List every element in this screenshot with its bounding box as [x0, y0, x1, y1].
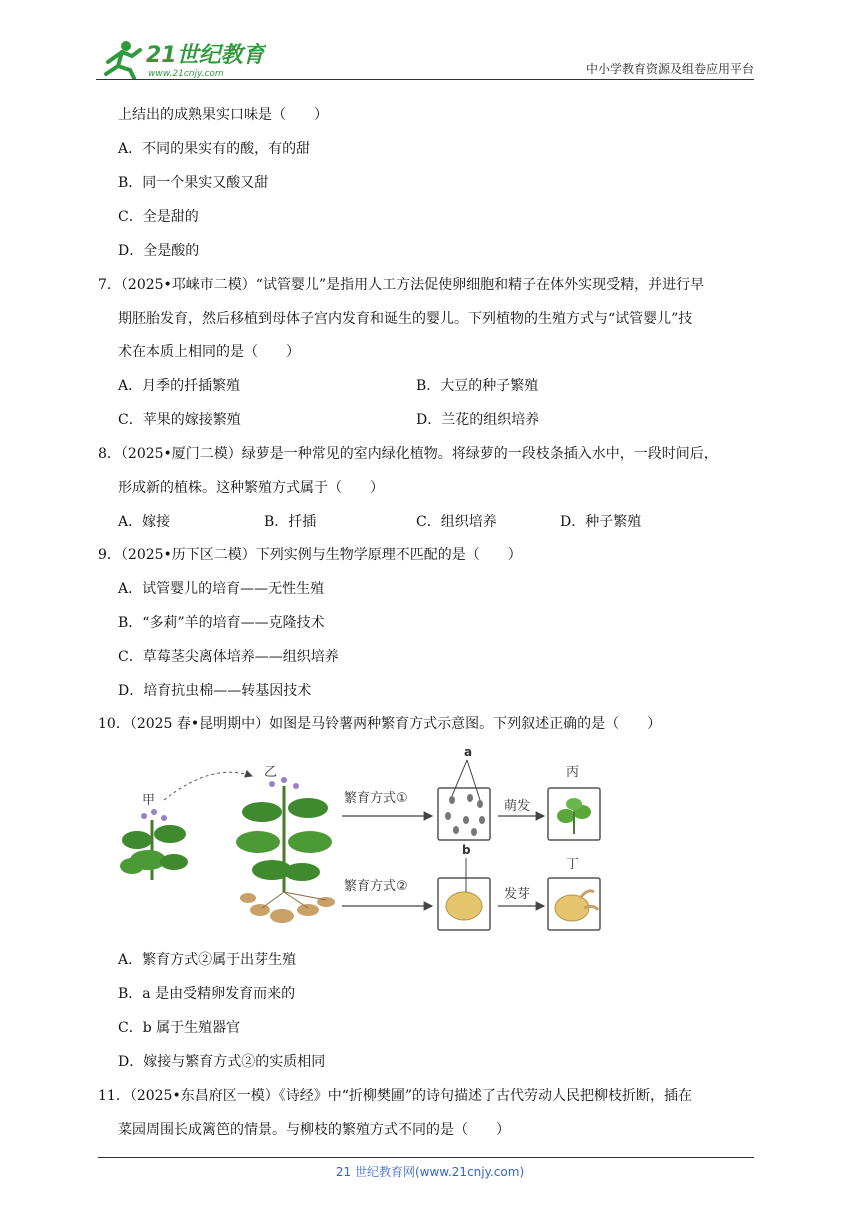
label-ding: 丁 — [566, 857, 580, 872]
label-jia: 甲 — [142, 793, 156, 808]
q9-option-c: C．草莓茎尖离体培养——组织培养 — [118, 649, 339, 665]
q11-stem-line1: 11．（2025•东昌府区一模）《诗经》中“折柳樊圃”的诗句描述了古代劳动人民把柳枝折断，插在 — [98, 1088, 693, 1104]
method2-label: 繁育方式② — [344, 879, 408, 894]
header-divider — [96, 79, 754, 80]
q6-stem-end: 上结出的成熟果实口味是（ ） — [118, 107, 328, 123]
q9-option-b: B．“多莉”羊的培育——克隆技术 — [118, 615, 325, 631]
step1-label: 萌发 — [504, 799, 531, 814]
site-logo — [96, 36, 266, 80]
q8-stem-line1: 8．（2025•厦门二模）绿萝是一种常见的室内绿化植物。将绿萝的一段枝条插入水中，一段时间后， — [98, 446, 718, 462]
q6-option-c: C．全是甜的 — [118, 209, 199, 225]
q8-option-d: D．种子繁殖 — [560, 514, 642, 530]
q8-option-c: C．组织培养 — [416, 514, 497, 530]
q8-stem-line2: 形成新的植株。这种繁殖方式属于（ ） — [118, 480, 384, 496]
q7-option-b: B．大豆的种子繁殖 — [416, 378, 539, 394]
q8-option-b: B．扦插 — [264, 514, 317, 530]
label-a: a — [464, 745, 473, 759]
q10-option-b: B．a 是由受精卵发育而来的 — [118, 986, 296, 1002]
q7-stem-line3: 术在本质上相同的是（ ） — [118, 344, 300, 360]
q10-option-d: D．嫁接与繁育方式②的实质相同 — [118, 1054, 326, 1070]
q9-option-d: D．培育抗虫棉——转基因技术 — [118, 683, 312, 699]
runner-logo-icon — [106, 41, 140, 78]
q7-option-a: A．月季的扦插繁殖 — [118, 378, 241, 394]
q8-option-a: A．嫁接 — [118, 514, 171, 530]
q7-stem-line1: 7．（2025•邛崃市二模）“试管婴儿”是指用人工方法促使卵细胞和精子在体外实现受精，并进行早 — [98, 277, 705, 293]
potato-propagation-figure — [112, 742, 612, 938]
method1-label: 繁育方式① — [344, 791, 408, 806]
footer-site-link[interactable]: 21 世纪教育网(www.21cnjy.com) — [335, 1165, 525, 1179]
potato-plant-jia — [120, 809, 188, 880]
label-yi: 乙 — [264, 765, 278, 780]
q6-option-a: A．不同的果实有的酸，有的甜 — [118, 141, 311, 157]
q6-option-d: D．全是酸的 — [118, 243, 200, 259]
q9-option-a: A．试管婴儿的培育——无性生殖 — [118, 581, 325, 597]
q6-option-b: B．同一个果实又酸又甜 — [118, 175, 269, 191]
label-bing: 丙 — [566, 765, 580, 780]
q11-stem-line2: 菜园周围长成篱笆的情景。与柳枝的繁殖方式不同的是（ ） — [118, 1122, 510, 1138]
q10-option-a: A．繁育方式②属于出芽生殖 — [118, 952, 297, 968]
q7-option-c: C．苹果的嫁接繁殖 — [118, 412, 241, 428]
header-platform-text: 中小学教育资源及组卷应用平台 — [585, 62, 754, 76]
logo-text: 21世纪教育 — [146, 43, 265, 68]
q10-stem: 10．（2025 春•昆明期中）如图是马铃薯两种繁育方式示意图。下列叙述正确的是（ ） — [98, 716, 662, 732]
label-b: b — [462, 843, 471, 857]
logo-url: www.21cnjy.com — [148, 69, 224, 79]
q7-stem-line2: 期胚胎发育，然后移植到母体子宫内发育和诞生的婴儿。下列植物的生殖方式与“试管婴儿”技 — [118, 311, 693, 327]
step2-label: 发芽 — [504, 887, 531, 902]
potato-plant-yi — [236, 777, 335, 923]
q9-stem: 9．（2025•历下区二模）下列实例与生物学原理不匹配的是（ ） — [98, 547, 522, 563]
q10-option-c: C．b 属于生殖器官 — [118, 1020, 241, 1036]
q7-option-d: D．兰花的组织培养 — [416, 412, 540, 428]
footer-divider — [98, 1157, 754, 1158]
